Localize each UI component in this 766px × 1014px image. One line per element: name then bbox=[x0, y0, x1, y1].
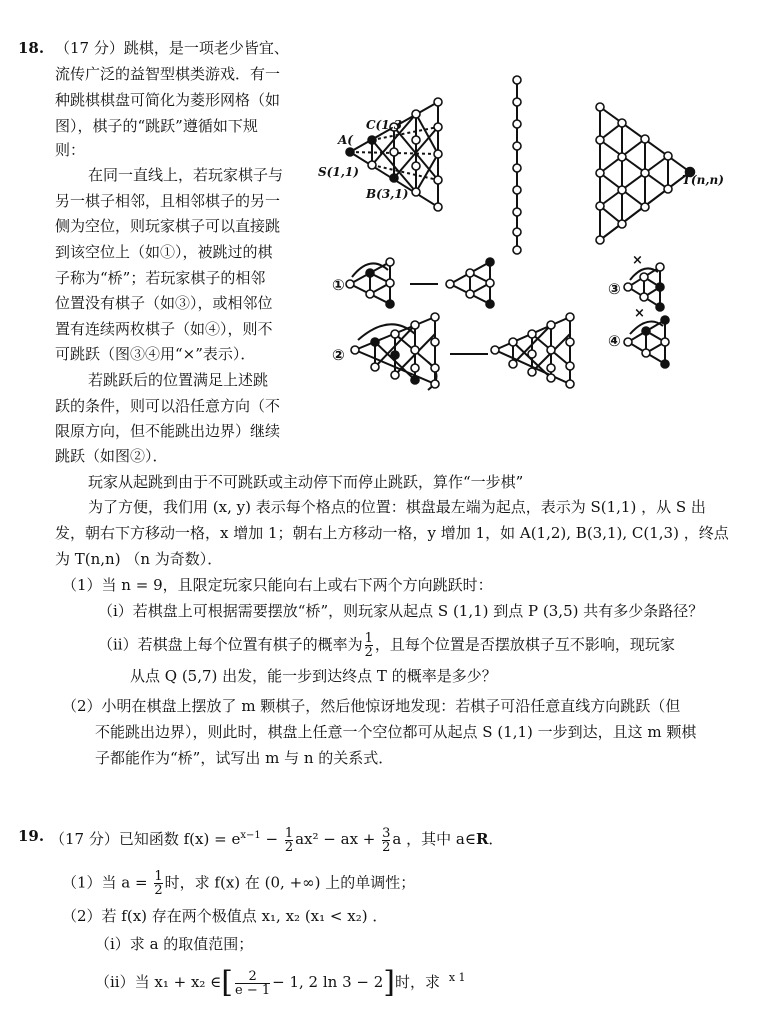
q18-line-17: 跳跃（如图②）． bbox=[55, 447, 168, 465]
q18-line-16: 限原方向，但不能跳出边界）继续 bbox=[55, 422, 281, 440]
q19-part-2: （2）若 f(x) 存在两个极值点 x₁, x₂ (x₁ < x₂) ． bbox=[62, 907, 388, 925]
q18-line-2: 流传广泛的益智型棋类游戏．有一 bbox=[55, 65, 281, 83]
label-circle-2: ② bbox=[332, 346, 345, 364]
label-A: A( bbox=[338, 133, 353, 147]
q19-part-2-i: （i）求 a 的取值范围； bbox=[95, 935, 254, 953]
q18-line-12: 置有连续两枚棋子（如④），则不 bbox=[55, 320, 273, 338]
q19-statement: （17 分）已知函数 $f(x) = e^{x-1}$ − $\frac{1}{2}$ ax² − ax + $\frac{3}{2}$ a ，其中 a∈R． bbox=[50, 825, 504, 855]
label-C: C(1,3 bbox=[366, 118, 403, 132]
q18-number: 18. bbox=[18, 39, 45, 57]
q18-line-9: 到该空位上（如①），被跳过的棋 bbox=[55, 243, 273, 261]
label-T: T(n,n) bbox=[682, 173, 724, 187]
q18-part-2-c: 子都能作为“桥”，试写出 m 与 n 的关系式． bbox=[95, 749, 394, 767]
figure-2 bbox=[355, 317, 570, 390]
q18-line-4: 图），棋子的“跳跃”遵循如下规 bbox=[55, 117, 258, 135]
q19-number: 19. bbox=[18, 827, 45, 845]
cross-mark-4: × bbox=[634, 306, 645, 321]
q18-line-10: 子称为“桥”；若玩家棋子的相邻 bbox=[55, 269, 266, 287]
label-B: B(3,1) bbox=[366, 187, 409, 201]
q18-full-3: 发，朝右下方移动一格，x 增加 1；朝右上方移动一格，y 增加 1，如 A(1,2), B(3,1), C(1,3) ，终点 bbox=[55, 524, 729, 542]
q18-full-4: 为 T(n,n) （n 为奇数）． bbox=[55, 550, 223, 568]
q18-full-1: 玩家从起跳到由于不可跳跃或主动停下而停止跳跃，算作“一步棋” bbox=[88, 473, 524, 491]
q18-line-6: 在同一直线上，若玩家棋子与 bbox=[88, 166, 284, 184]
q18-part-1-ii: （ii）若棋盘上每个位置有棋子的概率为 $\frac{1}{2}$ ，且每个位置是否摆放棋子互不影响，现玩家 bbox=[98, 631, 675, 660]
q18-full-2: 为了方便，我们用 (x, y) 表示每个格点的位置：棋盘最左端为起点，表示为 S(1,1) ，从 S 出 bbox=[88, 498, 706, 516]
q18-part-2-a: （2）小明在棋盘上摆放了 m 颗棋子，然后他惊讶地发现：若棋子可沿任意直线方向跳跃（但 bbox=[62, 697, 681, 715]
q18-part-1-i: （i）若棋盘上可根据需要摆放“桥”，则玩家从起点 S (1,1) 到点 P (3,5) 共有多少条路径？ bbox=[98, 602, 704, 620]
q18-part-2-b: 不能跳出边界），则此时，棋盘上任意一个空位都可从起点 S (1,1) 一步到达，且这 m 颗棋 bbox=[95, 723, 697, 741]
checkers-figure bbox=[310, 72, 750, 452]
q18-line-7: 另一棋子相邻，且相邻棋子的另一 bbox=[55, 192, 281, 210]
q18-part-1: （1）当 n = 9，且限定玩家只能向右上或右下两个方向跳跃时： bbox=[62, 576, 493, 594]
q18-line-15: 跃的条件，则可以沿任意方向（不 bbox=[55, 397, 281, 415]
label-circle-1: ① bbox=[332, 276, 345, 294]
q18-line-11: 位置没有棋子（如③），或相邻位 bbox=[55, 294, 273, 312]
q18-part-1-ii-cont: 从点 Q (5,7) 出发，能一步到达终点 T 的概率是多少？ bbox=[130, 667, 497, 685]
label-circle-4: ④ bbox=[608, 332, 621, 350]
cross-mark-3: × bbox=[632, 253, 643, 268]
label-circle-3: ③ bbox=[608, 280, 621, 298]
q18-line-3: 种跳棋棋盘可简化为菱形网格（如 bbox=[55, 91, 281, 109]
q19-part-2-ii: （ii）当 x₁ + x₂ ∈[ $\frac{2}{e - 1}$ − 1, 2 ln 3 − 2]时，求 $^{x 1}$ bbox=[95, 965, 466, 1000]
q18-line-1: （17 分）跳棋，是一项老少皆宜、 bbox=[55, 39, 289, 57]
q18-line-8: 侧为空位，则玩家棋子可以直接跳 bbox=[55, 217, 281, 235]
q18-line-14: 若跳跃后的位置满足上述跳 bbox=[88, 371, 269, 389]
q19-part-1: （1）当 a = $\frac{1}{2}$ 时，求 f(x) 在 (0, +∞) 上的单调性； bbox=[62, 869, 416, 898]
q18-line-5: 则： bbox=[55, 141, 86, 159]
q18-line-13: 可跳跃（图③④用“×”表示）． bbox=[55, 345, 256, 363]
label-S: S(1,1) bbox=[318, 165, 359, 179]
